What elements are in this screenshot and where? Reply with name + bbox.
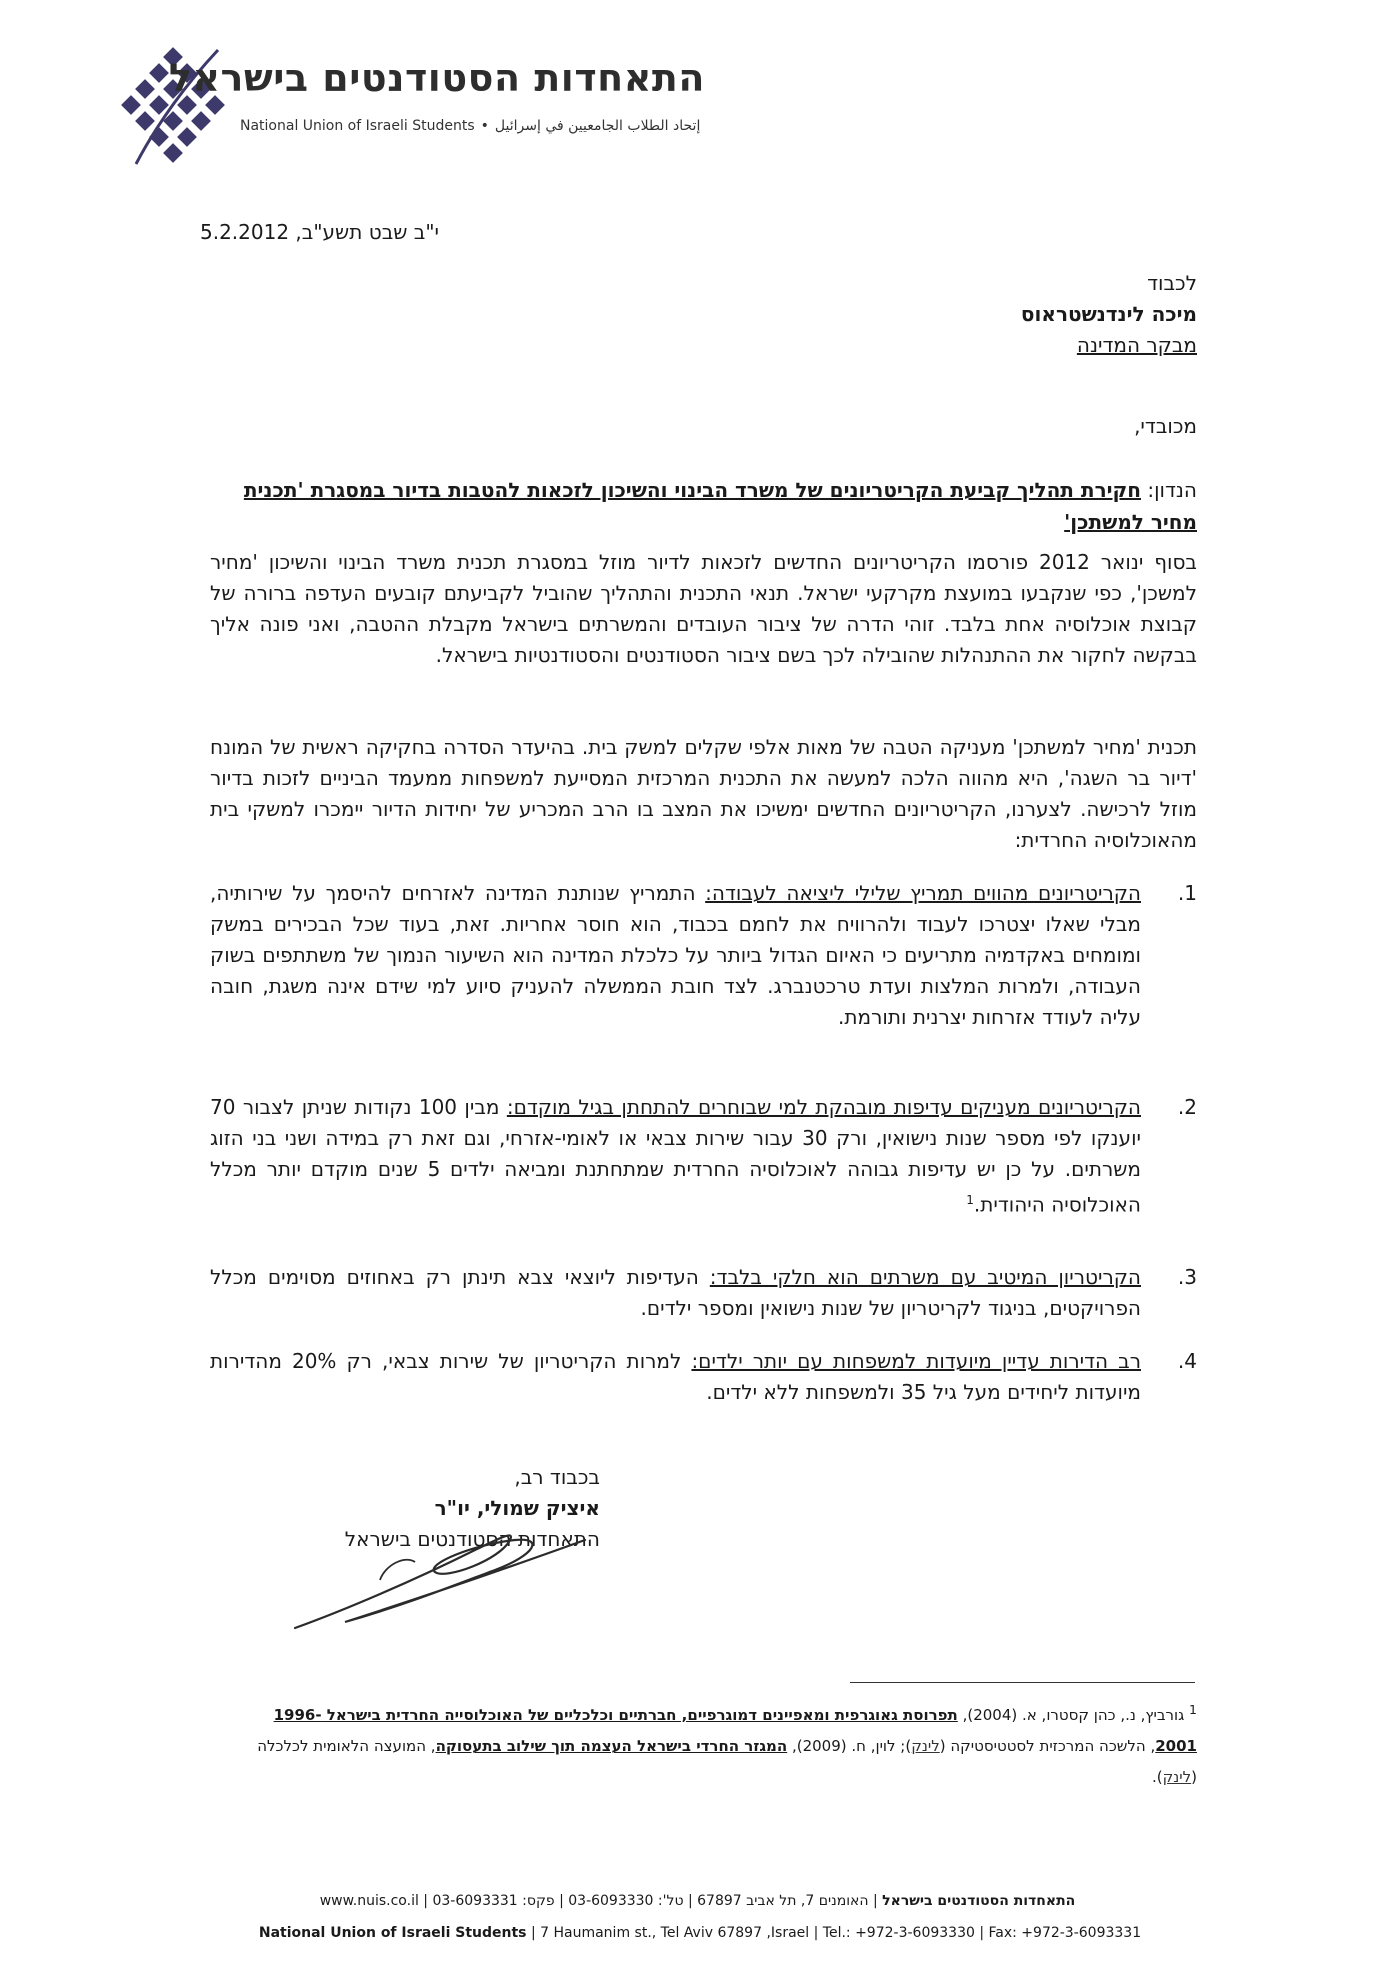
footer-org-hebrew: התאחדות הסטודנטים בישראל [882, 1893, 1076, 1909]
footnote [230, 1694, 1197, 1793]
recipient-name: מיכה לינדנשטראוס [1020, 302, 1197, 326]
footnote-link[interactable]: לינק [1162, 1768, 1192, 1786]
subject-line [210, 474, 1197, 538]
logo-diamond [149, 63, 169, 83]
list-item-number: 4. [1177, 1349, 1197, 1373]
recipient-block [700, 268, 1197, 361]
footnote-text: , הלשכה המרכזית לסטטיסטיקה ( [939, 1737, 1156, 1755]
logo-diamond [135, 79, 155, 99]
logo-diamond [121, 95, 141, 115]
logo-diamond [177, 127, 197, 147]
footer-org-english: National Union of Israeli Students [258, 1925, 527, 1941]
logo-diamond [163, 143, 183, 163]
recipient-salutation: לכבוד [1147, 271, 1197, 295]
footnote-link[interactable]: לינק [911, 1737, 940, 1755]
logo-diamond [135, 111, 155, 131]
list-item [210, 1262, 1197, 1324]
bullet-separator: • [480, 118, 489, 134]
signer-name: איציק שמולי, יו"ר [434, 1496, 600, 1520]
greeting: מכובדי, [1134, 414, 1197, 438]
list-item-text: העדיפות ליוצאי צבא תינתן רק באחוזים מסוימים מכלל הפרויקטים, בניגוד לקריטריון של שנות נישואין ומספר ילדים. [210, 1265, 1141, 1320]
footer-contact-english: | 7 Haumanim st., Tel Aviv 67897 ,Israel | Tel.: +972-3-6093330 | Fax: +972-3-6093331 [526, 1925, 1142, 1941]
list-item-lead: הקריטריונים מעניקים עדיפות מובהקת למי שבוחרים להתחתן בגיל מוקדם: [506, 1095, 1141, 1119]
org-name-english: National Union of Israeli Students [240, 118, 475, 134]
list-item-number: 3. [1177, 1265, 1197, 1289]
org-name-arabic: إتحاد الطلاب الجامعيين في إسرائيل [494, 118, 701, 134]
list-item-lead: הקריטריונים מהווים תמריץ שלילי ליציאה לעבודה: [705, 881, 1141, 905]
list-item-lead: הקריטריון המיטיב עם משרתים הוא חלקי בלבד: [709, 1265, 1141, 1289]
list-item-lead: רב הדירות עדיין מיועדות למשפחות עם יותר ילדים: [691, 1349, 1141, 1373]
list-item-text: מבין 100 נקודות שניתן לצבור 70 יוענקו לפי מספר שנות נישואין, ורק 30 עבור שירות צבאי או לאומי-אזרחי, וגם זאת רק במידה ושני בני הזוג משרתים. על כן יש עדיפות גבוהה לאוכלוסיה החרדית שמתחתנת ומביאה ילדים 5 שנים מוקדם יותר מכלל האוכלוסיה היהודית. [210, 1095, 1142, 1217]
closing-regards: בכבוד רב, [514, 1465, 600, 1489]
footnote-text: גורביץ, נ., כהן קסטרו, א. (2004), [957, 1706, 1190, 1724]
body-paragraph: בסוף ינואר 2012 פורסמו הקריטריונים החדשים לזכאות לדיור מוזל במסגרת תכנית משרד הבינוי והשיכון 'מחיר למשכן', כפי שנקבעו במועצת מקרקעי ישראל. תנאי התכנית והתהליך שהוביל לקביעתם קובעים העדפה ברורה של קבוצת אוכלוסיה אחת בלבד. זוהי הדרה של ציבור העובדים והמשרתים בישראל מקבלת ההטבה, ואני פונה אליך בבקשה לחקור את ההתנהלות שהובילה לכך בשם ציבור הסטודנטים והסטודנטיות בישראל. [210, 550, 1197, 667]
footnote-divider [850, 1682, 1195, 1683]
footnote-text: ); לוין, ח. (2009), [787, 1737, 912, 1755]
list-item-text: התמריץ שנותנת המדינה לאזרחים להיסמך על שירותיה, מבלי שאלו יצטרכו לעבוד ולהרוויח את לחמם בכבוד, הוא חוסר אחריות. זאת, בעוד שכל הבכירים במשק ומומחים באקדמיה מתריעים כי האיום הגדול ביותר על כלכלת המדינה הוא השיעור הנמוך של משתתפים בשוק העבודה, ולמרות המלצות ועדת טרכטנברג. לצד חובת הממשלה להעניק סיוע למי שידם אינה משגת, חובה עליה לעודד אזרחות יצרנית ותורמת. [210, 881, 1141, 1029]
body-paragraph: תכנית 'מחיר למשתכן' מעניקה הטבה של מאות אלפי שקלים למשק בית. בהיעדר הסדרה בחקיקה ראשית של המונח 'דיור בר השגה', היא מהווה הלכה למעשה את התכנית המרכזית המסייעת למשפחות ממעמד הביניים לזכות בדיור מוזל לרכישה. לצערנו, הקריטריונים החדשים ימשיכו את המצב בו הרב המכריע של יחידות הדיור יימכרו למשקי בית מהאוכלוסיה החרדית: [210, 735, 1197, 852]
letter-date: י"ב שבט תשע"ב, 5.2.2012 [200, 220, 440, 244]
recipient-title: מבקר המדינה [1076, 333, 1197, 357]
org-name-hebrew: התאחדות הסטודנטים בישראל [168, 56, 705, 100]
list-item-number: 1. [1177, 881, 1197, 905]
handwritten-signature-icon [285, 1510, 635, 1640]
footnote-text: , המועצה הלאומית לכלכלה ( [257, 1737, 1197, 1786]
logo-diamond [191, 111, 211, 131]
footnote-reference[interactable]: 1 [966, 1193, 974, 1207]
footnote-source-title: תפרוסת גאוגרפית ומאפיינים דמוגרפיים, חברתיים וכלכליים של האוכלוסייה החרדית בישראל 1996-2001 [273, 1706, 1197, 1755]
footer-hebrew [200, 1893, 1195, 1909]
list-item [210, 1092, 1197, 1221]
footnote-text: ). [1151, 1768, 1163, 1786]
subject-text: חקירת תהליך קביעת הקריטריונים של משרד הבינוי והשיכון לזכאות להטבות בדיור במסגרת 'תכנית מחיר למשתכן' [243, 478, 1197, 534]
subject-label: הנדון: [1147, 478, 1197, 502]
footnote-source-title: המגזר החרדי בישראל העצמה תוך שילוב בתעסוקה [435, 1737, 788, 1755]
list-item-number: 2. [1177, 1095, 1197, 1119]
list-item-text: למרות הקריטריון של שירות צבאי, רק 20% מהדירות מיועדות ליחידים מעל גיל 35 ולמשפחות ללא ילדים. [210, 1349, 1141, 1404]
footer-english [200, 1925, 1200, 1941]
footer-contact-hebrew: | האומנים 7, תל אביב 67897 | טל': 03-6093330 | פקס: 03-6093331 | www.nuis.co.il [319, 1893, 883, 1909]
org-subline [240, 118, 702, 134]
signer-org: התאחדות הסטודנטים בישראל [344, 1527, 600, 1551]
footnote-mark: 1 [1189, 1702, 1197, 1717]
list-item [210, 1346, 1197, 1408]
list-item [210, 878, 1197, 1033]
